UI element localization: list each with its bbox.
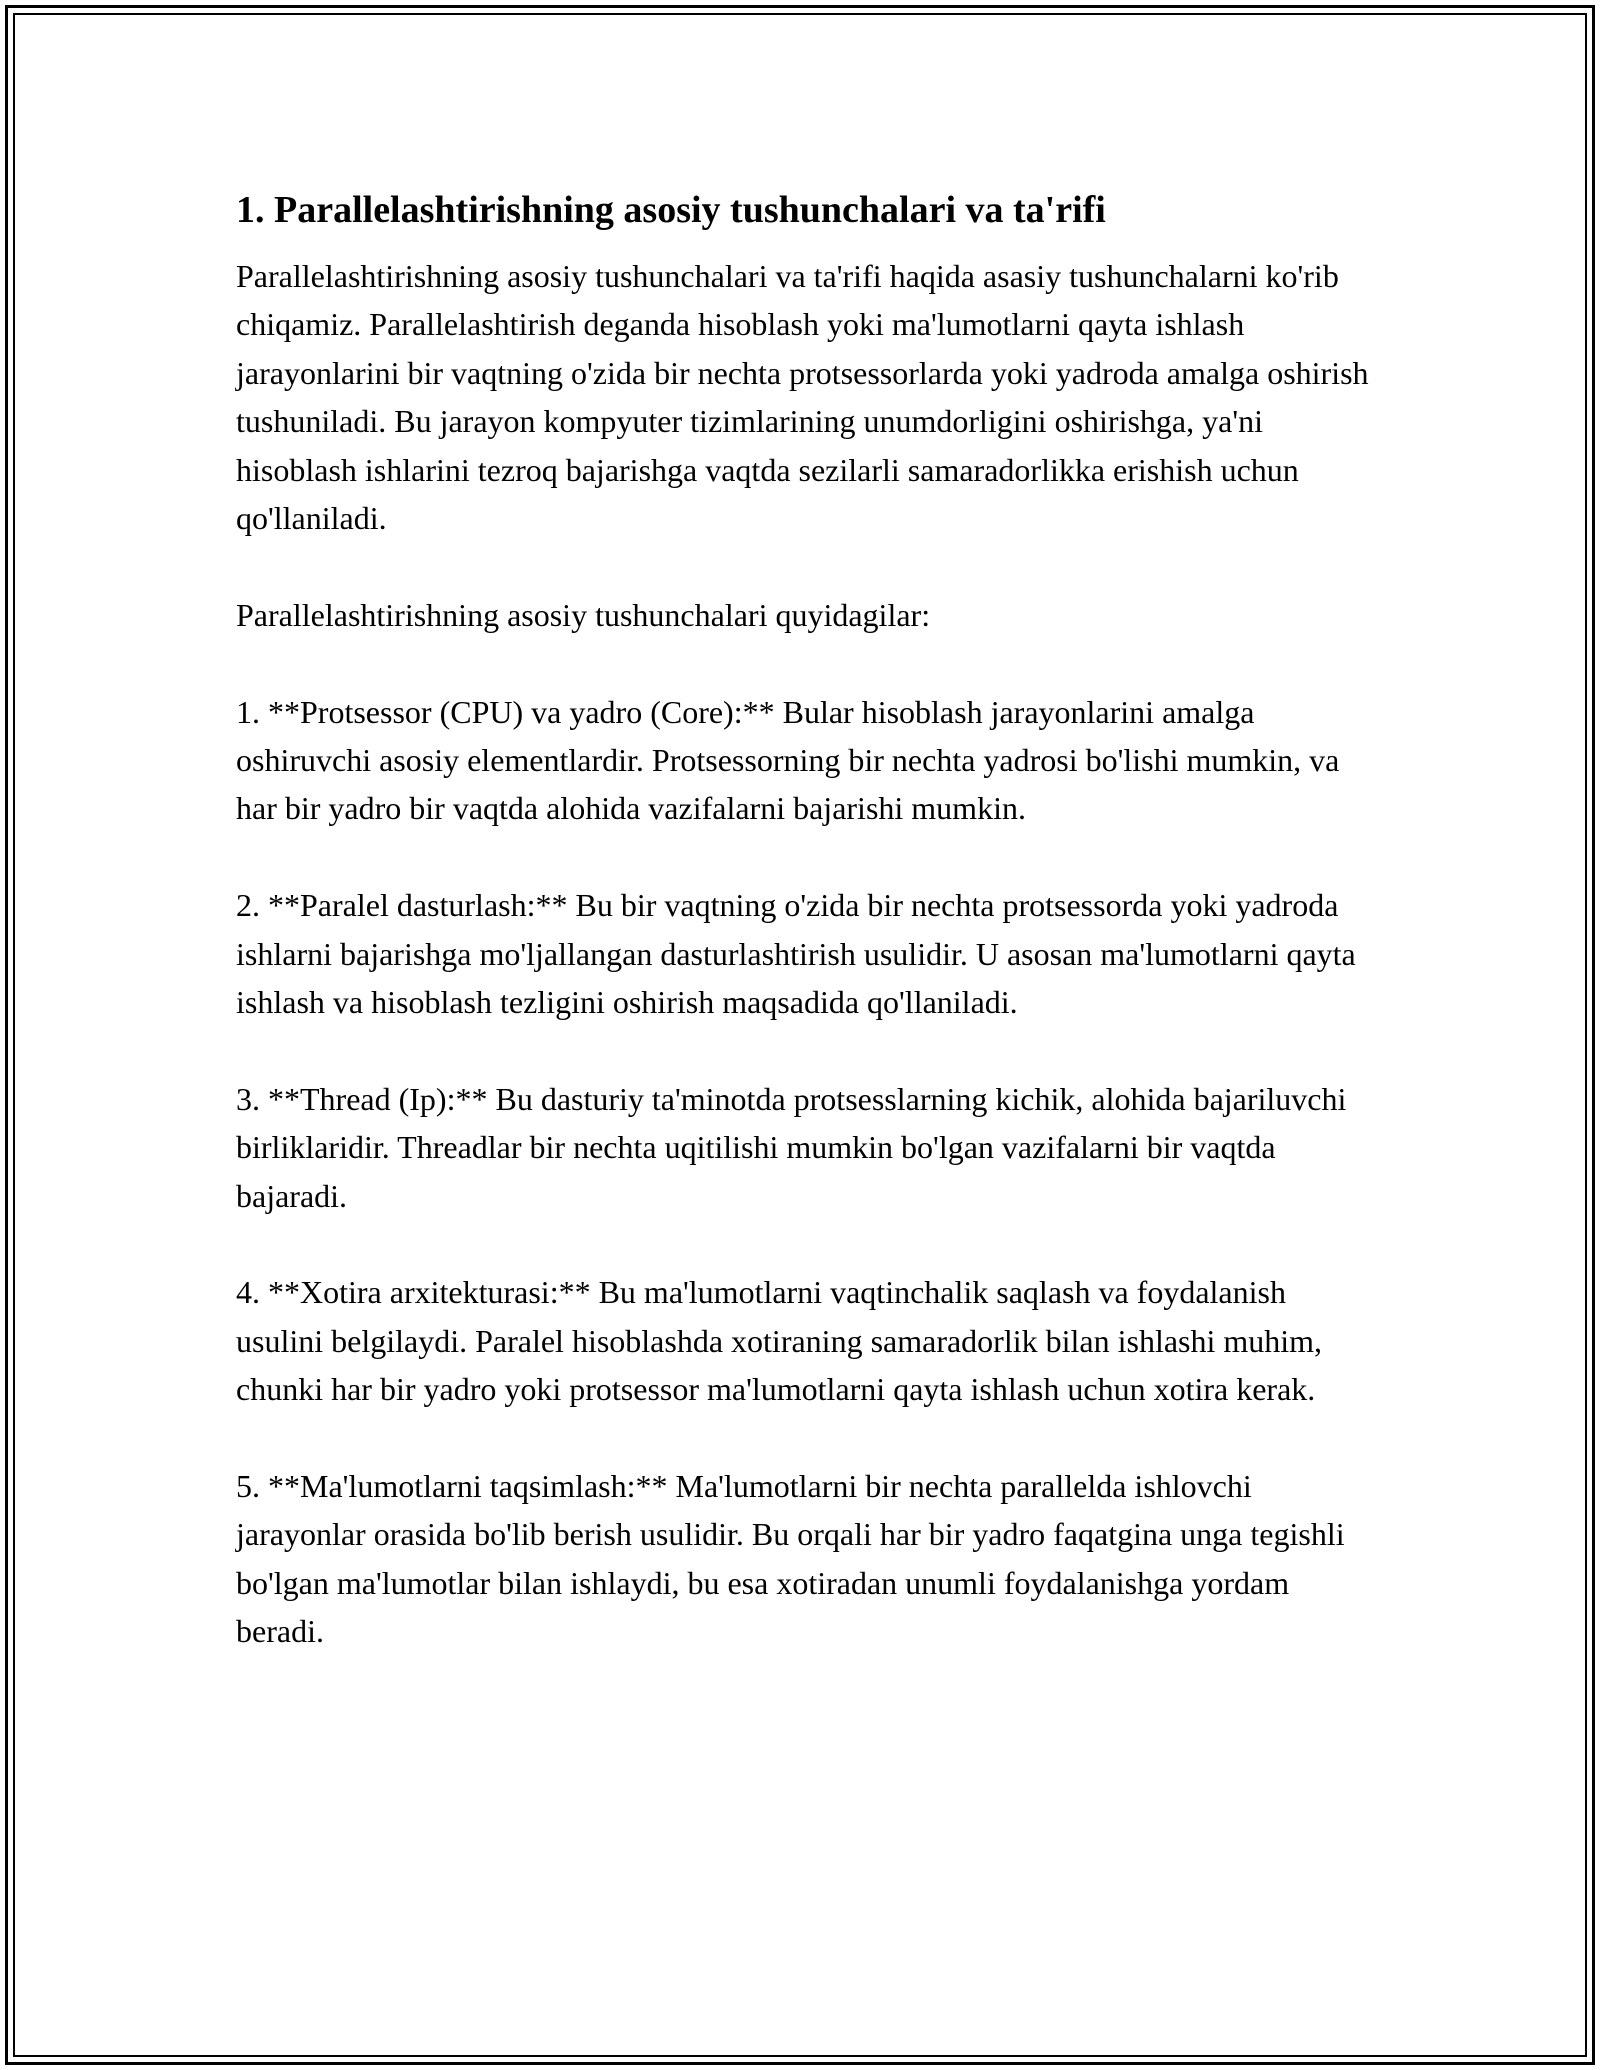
- list-item-parallel-programming: 2. **Paralel dasturlash:** Bu bir vaqtning o'zida bir nechta protsessorda yoki yadroda ishlarni bajarishga mo'ljallangan dasturlashtirish usulidir. U asosan ma'lumotlarni qayta ishlash va hisoblash tezligini oshirish maqsadida qo'llaniladi.: [236, 887, 1356, 1021]
- page-title: 1. Parallelashtirishning asosiy tushunchalari va ta'rifi: [236, 189, 1106, 231]
- paragraph-list-intro: Parallelashtirishning asosiy tushunchalari quyidagilar:: [236, 596, 931, 633]
- list-item-data-distribution: 5. **Ma'lumotlarni taqsimlash:** Ma'lumotlarni bir nechta parallelda ishlovchi jarayonlar orasida bo'lib berish usulidir. Bu orqali har bir yadro faqatgina unga tegishli bo'lgan ma'lumotlar bilan ishlaydi, bu esa xotiradan unumli foydalanishga yordam beradi.: [236, 1468, 1345, 1650]
- document-body: [236, 186, 1376, 1704]
- paragraph-intro: Parallelashtirishning asosiy tushunchalari va ta'rifi haqida asasiy tushunchalarni ko'rib chiqamiz. Parallelashtirish deganda hisoblash yoki ma'lumotlarni qayta ishlash jarayonlarini bir vaqtning o'zida bir nechta protsessorlarda yoki yadroda amalga oshirish tushuniladi. Bu jarayon kompyuter tizimlarining unumdorligini oshirishga, ya'ni hisoblash ishlarini tezroq bajarishga vaqtda sezilarli samaradorlikka erishish uchun qo'llaniladi.: [236, 258, 1369, 537]
- list-item-cpu-core: 1. **Protsessor (CPU) va yadro (Core):** Bular hisoblash jarayonlarini amalga oshiruvchi asosiy elementlardir. Protsessorning bir nechta yadrosi bo'lishi mumkin, va har bir yadro bir vaqtda alohida vazifalarni bajarishi mumkin.: [236, 693, 1340, 827]
- list-item-thread: 3. **Thread (Ip):** Bu dasturiy ta'minotda protsesslarning kichik, alohida bajariluvchi birliklaridir. Threadlar bir nechta uqitilishi mumkin bo'lgan vazifalarni bir vaqtda bajaradi.: [236, 1080, 1347, 1214]
- list-item-memory-architecture: 4. **Xotira arxitekturasi:** Bu ma'lumotlarni vaqtinchalik saqlash va foydalanish usulini belgilaydi. Paralel hisoblashda xotiraning samaradorlik bilan ishlashi muhim, chunki har bir yadro yoki protsessor ma'lumotlarni qayta ishlash uchun xotira kerak.: [236, 1274, 1323, 1408]
